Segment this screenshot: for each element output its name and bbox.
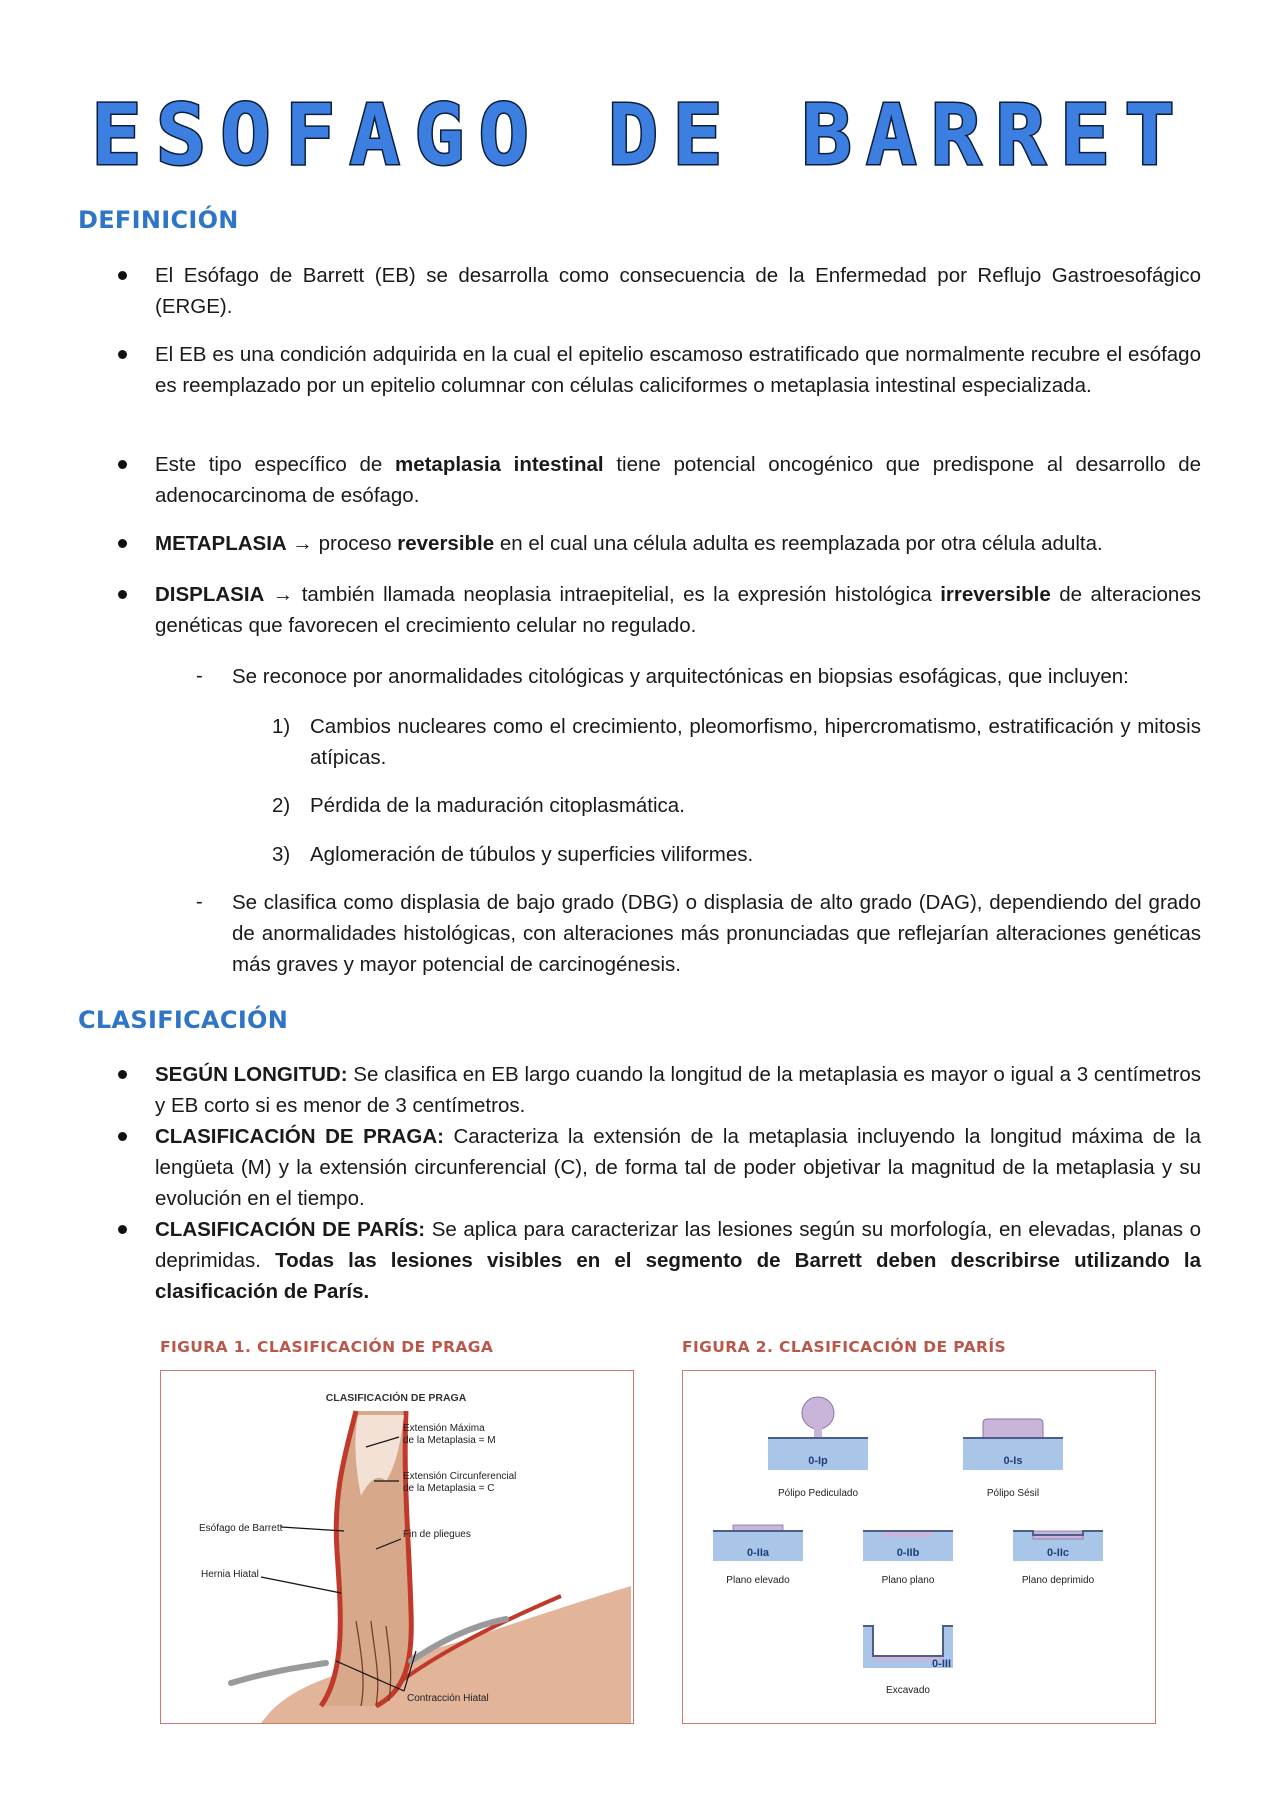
section-heading-definicion: DEFINICIÓN <box>78 206 239 234</box>
paris-0-is <box>963 1419 1063 1499</box>
paris-ip-label: Pólipo Pediculado <box>777 1488 859 1499</box>
displasia-sub-1: Se reconoce por anormalidades citológicas y arquitectónicas en biopsias esofágicas, que incluyen: <box>232 665 1129 688</box>
paris-iia-label: Plano elevado <box>726 1575 790 1586</box>
bullet-dot <box>118 1070 127 1079</box>
definicion-bullet-1: El Esófago de Barrett (EB) se desarrolla como consecuencia de la Enfermedad por Reflujo Gastroesofágico (ERGE). <box>155 264 1201 318</box>
bullet-dot <box>118 271 127 280</box>
bullet-dot <box>118 350 127 359</box>
figure-1-caption: FIGURA 1. CLASIFICACIÓN DE PRAGA <box>160 1338 494 1356</box>
label-extension-circunferencial: Extensión Circunferencial <box>403 1471 517 1482</box>
label-fin-pliegues: Fin de pliegues <box>403 1529 471 1540</box>
paris-is-label: Pólipo Sésil <box>986 1488 1040 1499</box>
label-hernia-hiatal: Hernia Hiatal <box>201 1569 259 1580</box>
paris-0-ip <box>768 1397 868 1499</box>
dash-marker: - <box>196 665 203 687</box>
paris-is-code: 0-Is <box>1003 1455 1023 1467</box>
arrow-hernia <box>261 1577 341 1593</box>
bullet-dot <box>118 460 127 469</box>
figure-2-paris <box>682 1370 1156 1724</box>
numbered-label-1: 1) <box>272 715 291 738</box>
figure-1-inner-title: CLASIFICACIÓN DE PRAGA <box>325 1392 467 1404</box>
definicion-bullet-2: El EB es una condición adquirida en la cual el epitelio escamoso estratificado que normalmente recubre el esófago es reemplazado por un epitelio columnar con células caliciformes o metaplasia intestinal especializada. <box>155 343 1201 397</box>
title-text: ESOFAGO DE BARRET <box>91 86 1189 184</box>
dash-marker: - <box>196 891 203 913</box>
paris-0-iia <box>713 1525 803 1586</box>
paris-iii-label: Excavado <box>886 1685 930 1696</box>
document-title <box>0 78 1280 188</box>
numbered-item-2: Pérdida de la maduración citoplasmática. <box>310 794 685 817</box>
label-contraccion-hiatal: Contracción Hiatal <box>407 1693 489 1704</box>
paris-iic-label: Plano deprimido <box>1021 1575 1095 1586</box>
numbered-item-3: Aglomeración de túbulos y superficies viliformes. <box>310 843 754 866</box>
paris-iii-code: 0-III <box>932 1658 951 1670</box>
clasificacion-praga: CLASIFICACIÓN DE PRAGA: Caracteriza la extensión de la metaplasia incluyendo la longitud máxima de la lengüeta (M) y la extensión circunferencial (C), de forma tal de poder objetivar la magnitud de la metaplasia y su evolución en el tiempo. <box>155 1125 1201 1210</box>
definicion-bullet-displasia: DISPLASIA → también llamada neoplasia intraepitelial, es la expresión histológica irreversible de alteraciones genéticas que favorecen el crecimiento celular no regulado. <box>155 583 1201 637</box>
numbered-label-3: 3) <box>272 843 291 866</box>
numbered-item-1: Cambios nucleares como el crecimiento, pleomorfismo, hipercromatismo, estratificación y mitosis atípicas. <box>310 715 1201 769</box>
bullet-dot <box>118 1225 127 1234</box>
bullet-dot <box>118 539 127 548</box>
label-extension-maxima: Extensión Máxima <box>403 1423 485 1434</box>
bullet-dot <box>118 590 127 599</box>
definicion-bullet-3: Este tipo específico de metaplasia intestinal tiene potencial oncogénico que predispone al desarrollo de adenocarcinoma de esófago. <box>155 453 1201 507</box>
paris-0-iic <box>1013 1531 1103 1586</box>
numbered-label-2: 2) <box>272 794 291 817</box>
paris-iic-code: 0-IIc <box>1046 1547 1070 1559</box>
paris-iib-label: Plano plano <box>881 1575 935 1586</box>
definicion-bullet-metaplasia: METAPLASIA → proceso reversible en el cual una célula adulta es reemplazada por otra célula adulta. <box>155 532 1103 555</box>
bullet-dot <box>118 1132 127 1141</box>
label-esofago-barrett: Esófago de Barrett <box>199 1523 283 1534</box>
diaphragm-left <box>231 1663 326 1683</box>
section-heading-clasificacion: CLASIFICACIÓN <box>78 1006 289 1034</box>
paris-0-iii <box>863 1626 953 1696</box>
figure-2-caption: FIGURA 2. CLASIFICACIÓN DE PARÍS <box>682 1338 1007 1356</box>
paris-0-iib <box>863 1531 953 1586</box>
clasificacion-longitud: SEGÚN LONGITUD: Se clasifica en EB largo cuando la longitud de la metaplasia es mayor o igual a 3 centímetros y EB corto si es menor de 3 centímetros. <box>155 1063 1201 1117</box>
paris-iia-code: 0-IIa <box>746 1547 770 1559</box>
paris-ip-code: 0-Ip <box>808 1455 828 1467</box>
figure-1-praga <box>160 1370 634 1724</box>
paris-iib-code: 0-IIb <box>896 1547 920 1559</box>
clasificacion-paris: CLASIFICACIÓN DE PARÍS: Se aplica para caracterizar las lesiones según su morfología, en elevadas, planas o deprimidas. Todas las lesiones visibles en el segmento de Barrett deben describirse utilizando la clasificación de París. <box>155 1218 1202 1303</box>
label-extension-circunferencial-2: de la Metaplasia = C <box>403 1483 495 1494</box>
displasia-sub-2: Se clasifica como displasia de bajo grado (DBG) o displasia de alto grado (DAG), dependiendo del grado de anormalidades histológicas, con alteraciones más pronunciadas que reflejarían alteraciones genéticas más graves y mayor potencial de carcinogénesis. <box>232 891 1201 976</box>
label-extension-maxima-2: de la Metaplasia = M <box>403 1435 496 1446</box>
